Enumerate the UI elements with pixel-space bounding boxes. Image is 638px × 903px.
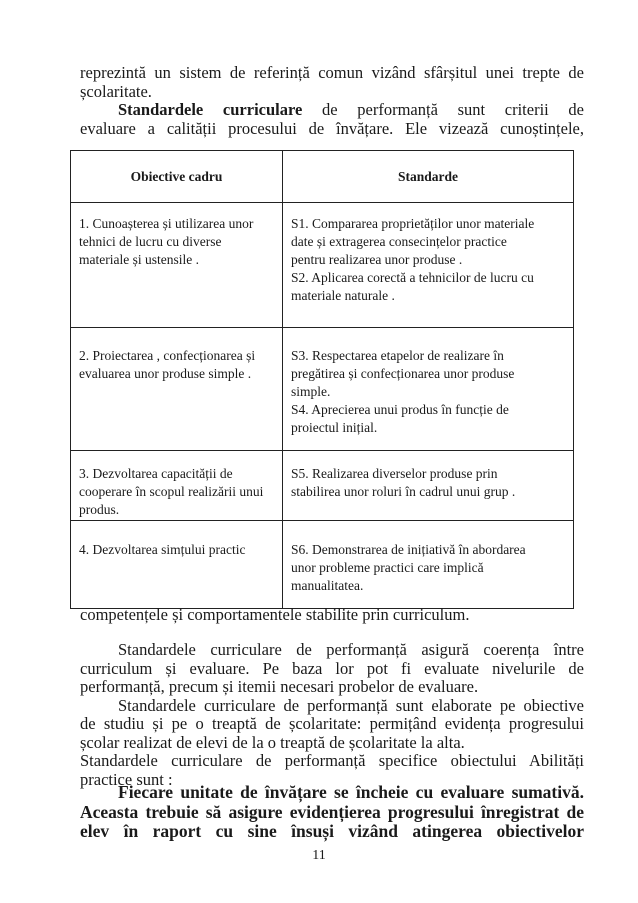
cell-line: S1. Compararea proprietăților unor materiale <box>291 216 535 232</box>
text-line: Aceasta trebuie să asigure evidențierea progresului înregistrat de <box>80 802 584 822</box>
text-line: școlar realizat de elevi de la o treaptă de școlaritate la alta. <box>80 733 465 752</box>
cell-line: unor probleme practici care implică <box>291 560 484 576</box>
cell-line: S3. Respectarea etapelor de realizare în <box>291 347 504 363</box>
table-row <box>71 450 574 521</box>
cell-line: pregătirea și confecționarea unor produse <box>291 365 515 381</box>
text-line: școlaritate. <box>80 82 152 101</box>
objective-cell <box>71 521 283 609</box>
text-line: Fiecare unitate de învățare se încheie cu evaluare sumativă. <box>118 783 584 802</box>
intro-paragraph <box>80 64 584 138</box>
standards-cell <box>283 327 574 450</box>
standards-cell <box>283 450 574 521</box>
summative-evaluation-paragraph <box>80 783 584 842</box>
table-header-row <box>71 151 574 203</box>
objective-cell <box>71 327 283 450</box>
cell-line: stabilirea unor roluri în cadrul unui grup . <box>291 483 516 499</box>
table-row <box>71 521 574 609</box>
cell-line: simple. <box>291 383 331 399</box>
cell-line: materiale naturale . <box>291 288 395 304</box>
text-line: performanță, precum și itemii necesari probelor de evaluare. <box>80 678 479 696</box>
cell-line: S5. Realizarea diverselor produse prin <box>291 465 498 481</box>
cell-line: date și extragerea consecințelor practice <box>291 234 507 250</box>
cell-line: pentru realizarea unor produse . <box>291 252 463 268</box>
text-line: Standardele curriculare de performanță asigură coerența între <box>118 641 584 659</box>
objective-cell <box>71 450 283 521</box>
standards-paragraph <box>80 641 584 789</box>
cell-line: S4. Aprecierea unui produs în funcție de <box>291 401 509 417</box>
header-standards: Standarde <box>283 151 574 203</box>
text-line: Standardele curriculare de performanță sunt elaborate pe obiective <box>118 696 584 715</box>
text-line: de studiu și pe o treaptă de școlaritate: permițând evidența progresului <box>80 715 584 733</box>
cell-line: produs. <box>79 501 120 517</box>
objective-cell <box>71 203 283 327</box>
cell-line: 4. Dezvoltarea simțului practic <box>79 542 246 558</box>
standards-cell <box>283 521 574 609</box>
bold-term: Standardele curriculare <box>118 101 303 119</box>
cell-line: 3. Dezvoltarea capacității de <box>79 465 233 481</box>
after-table-paragraph <box>80 606 584 625</box>
text-line: Standardele curriculare de performanță specifice obiectului Abilități <box>80 752 584 770</box>
text-span: de performanță sunt criterii de <box>302 101 584 119</box>
text-line: practice sunt : <box>80 770 173 789</box>
cell-line: proiectul inițial. <box>291 419 378 435</box>
text-line: competențele și comportamentele stabilite prin curriculum. <box>80 606 470 624</box>
text-line: curriculum și evaluare. Pe baza lor pot fi evaluate nivelurile de <box>80 659 584 678</box>
text-line <box>80 101 584 120</box>
cell-line: manualitatea. <box>291 578 364 594</box>
cell-line: 1. Cunoașterea și utilizarea unor <box>79 216 254 232</box>
standards-cell <box>283 203 574 327</box>
cell-line: S6. Demonstrarea de inițiativă în abordarea <box>291 542 526 558</box>
header-objectives: Obiective cadru <box>71 151 283 203</box>
cell-line: materiale și ustensile . <box>79 252 199 268</box>
text-line: reprezintă un sistem de referință comun vizând sfârșitul unei trepte de <box>80 64 584 82</box>
text-line: elev în raport cu sine însuși vizând atingerea obiectivelor <box>80 822 584 841</box>
text-line: evaluare a calității procesului de învățare. Ele vizează cunoștințele, <box>80 119 584 138</box>
objectives-standards-table <box>70 150 574 609</box>
page-number: 11 <box>312 848 326 863</box>
cell-line: cooperare în scopul realizării unui <box>79 483 264 499</box>
table-row <box>71 327 574 450</box>
cell-line: evaluarea unor produse simple . <box>79 365 252 381</box>
cell-line: 2. Proiectarea , confecționarea și <box>79 347 256 363</box>
table-row <box>71 203 574 327</box>
cell-line: S2. Aplicarea corectă a tehnicilor de lucru cu <box>291 270 534 286</box>
cell-line: tehnici de lucru cu diverse <box>79 234 222 250</box>
